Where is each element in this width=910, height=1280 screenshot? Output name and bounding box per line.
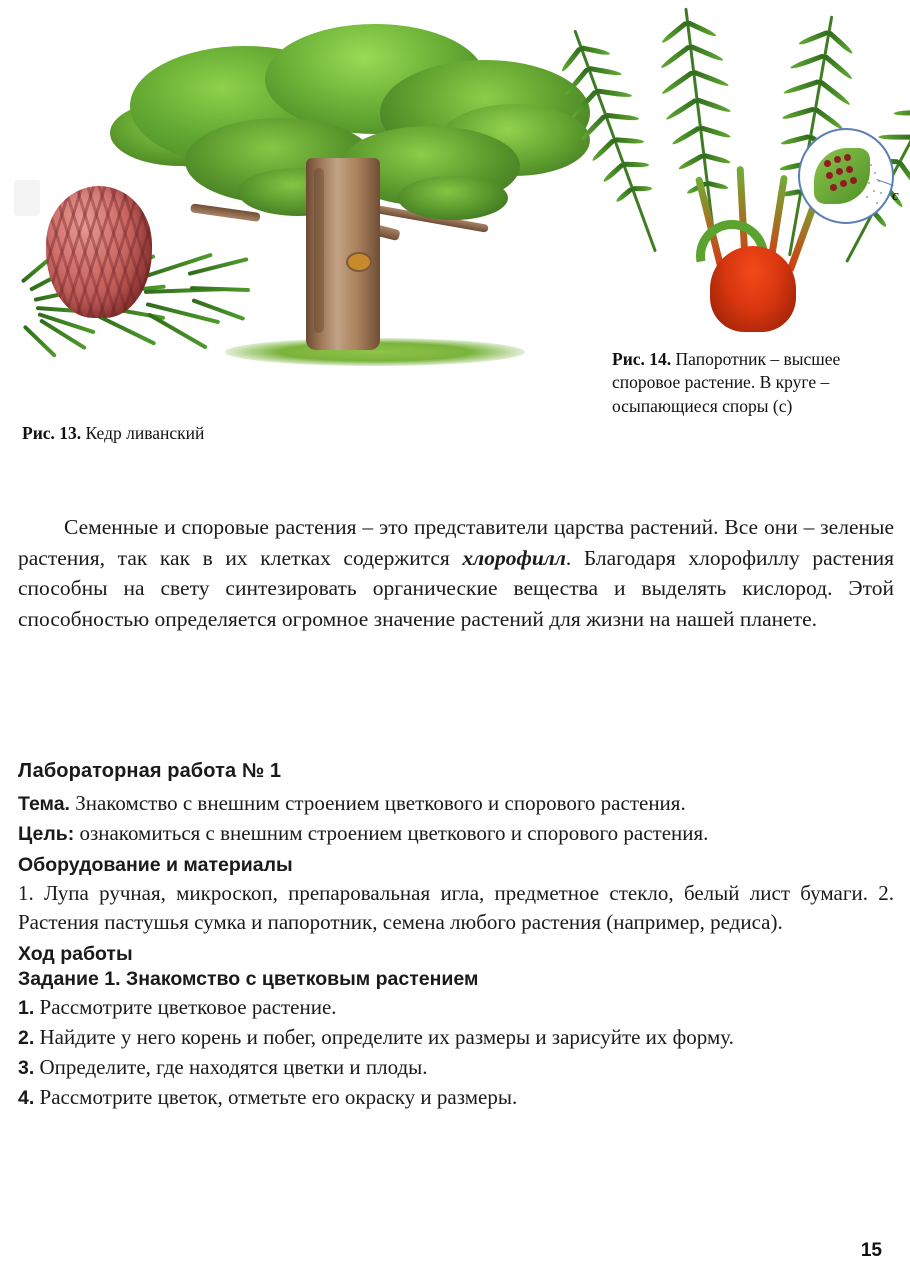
lab-step-text: Определите, где находятся цветки и плоды.: [34, 1055, 428, 1080]
lab-theme-label: Тема.: [18, 793, 70, 815]
lab-step-text: Рассмотрите цветковое растение.: [34, 995, 337, 1020]
trunk-knot: [348, 254, 370, 270]
lab-equipment-text: 1. Лупа ручная, микроскоп, препаровальная игла, предметное стекло, белый лист бумаги. 2. Растения пастушья сумка и папоротник, семена любого растения (например, редиса).: [18, 881, 894, 934]
page-number: 15: [860, 1240, 882, 1261]
lab-step-text: Найдите у него корень и побег, определите их размеры и зарисуйте их форму.: [34, 1025, 734, 1050]
intro-paragraph: [18, 512, 894, 634]
lab-step-text: Рассмотрите цветок, отметьте его окраску и размеры.: [34, 1085, 518, 1110]
lab-step: [18, 1083, 894, 1112]
lab-step: [18, 993, 894, 1022]
tree-trunk: [306, 158, 380, 350]
lab-work-title: Лабораторная работа № 1: [18, 760, 282, 782]
paragraph-part-1: Семенные и споровые растения – это представители царства растений. Все они – зеленые растения, так как в их клетках содержится: [18, 515, 894, 570]
lab-work-section: [18, 760, 894, 1113]
figure-13-text: Кедр ливанский: [81, 423, 205, 443]
paragraph-part-2: . Благодаря хлорофиллу растения способны на свету синтезировать органические вещества и выделять кислород. Этой способностью определяется огромное значение растений для жизни на нашей планете.: [18, 545, 894, 631]
figures-area: [0, 0, 910, 470]
lab-step: [18, 1023, 894, 1052]
lab-equipment-heading: Оборудование и материалы: [18, 854, 293, 877]
figure-13-label: Рис. 13.: [22, 423, 82, 443]
tree-foliage: [398, 176, 508, 220]
lab-step: [18, 1053, 894, 1082]
body-text-block: [18, 512, 894, 634]
lab-goal-line: [18, 819, 894, 848]
figure-14-caption: [612, 348, 902, 418]
lab-goal-text: ознакомиться с внешним строением цветкового и спорового растения.: [74, 820, 709, 845]
lab-task-heading: Задание 1. Знакомство с цветковым растением: [18, 968, 479, 991]
lab-goal-label: Цель:: [18, 822, 75, 845]
figure-13-caption: [22, 422, 442, 445]
lab-theme-line: [18, 789, 894, 818]
lab-step-number: 4.: [18, 1087, 35, 1110]
lab-step-number: 2.: [18, 1027, 35, 1050]
lab-theme-text: Знакомство с внешним строением цветкового и спорового растения.: [69, 791, 686, 815]
spore-leaf-segment: [814, 148, 870, 204]
spore-magnifier-circle: [798, 128, 894, 224]
cedar-cone: [46, 186, 152, 318]
spore-label: с: [892, 188, 899, 204]
fern-rhizome: [710, 246, 796, 332]
lab-process-heading: Ход работы: [18, 943, 133, 966]
fern-illustration: [600, 6, 905, 346]
figure-14-text: Папоротник – высшее споровое растение. В круге – осыпающиеся споры (с): [612, 349, 841, 416]
figure-14-label: Рис. 14.: [612, 349, 672, 369]
term-chlorophyll: хлорофилл: [462, 545, 566, 570]
cedar-tree-illustration: [10, 8, 600, 398]
lab-step-number: 3.: [18, 1057, 35, 1080]
lab-step-number: 1.: [18, 997, 35, 1020]
